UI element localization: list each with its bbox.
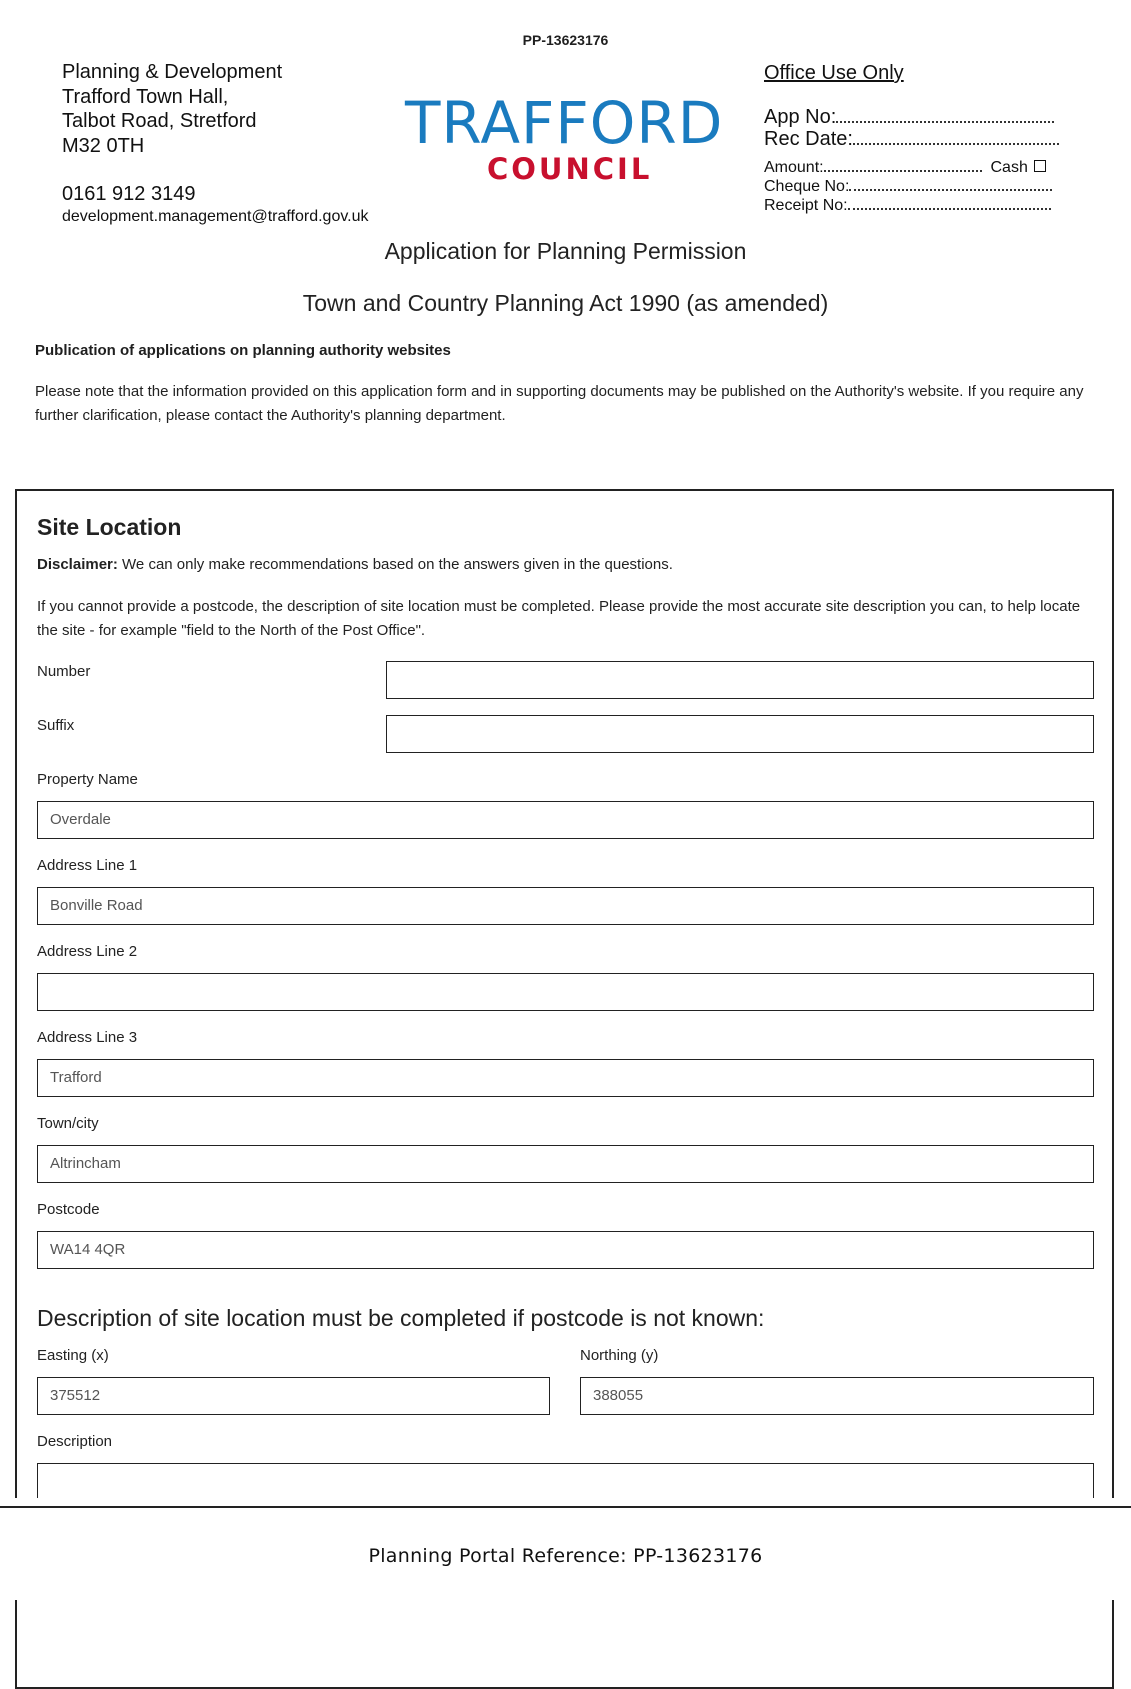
receipt-no-label: Receipt No: xyxy=(764,197,848,214)
reference-number: PP-13623176 xyxy=(522,32,609,48)
publication-title: Publication of applications on planning authority websites xyxy=(35,342,451,359)
northing-field[interactable]: 388055 xyxy=(580,1377,1094,1415)
cash-checkbox[interactable] xyxy=(1034,160,1046,172)
address-line-3-field[interactable]: Trafford xyxy=(37,1059,1094,1097)
address-line-2-field[interactable] xyxy=(37,973,1094,1011)
address-line-3-label: Address Line 3 xyxy=(37,1029,138,1046)
disclaimer-label: Disclaimer: xyxy=(37,556,118,573)
section-title: Site Location xyxy=(37,514,182,540)
publication-note: Please note that the information provided on this application form and in supporting documents may be published on the Authority's website. If you require any further clarification, please contact the Authority's planning department. xyxy=(35,383,1084,424)
number-field[interactable] xyxy=(386,661,1094,699)
town-label: Town/city xyxy=(37,1115,99,1132)
office-use-box xyxy=(764,60,1064,215)
trafford-council-logo xyxy=(405,89,724,186)
footer-divider xyxy=(0,1506,1131,1508)
cash-label: Cash xyxy=(990,159,1028,176)
address-line-2-label: Address Line 2 xyxy=(37,943,138,960)
disclaimer-text: We can only make recommendations based on the answers given in the questions. xyxy=(117,556,673,573)
app-no-label: App No: xyxy=(764,106,837,128)
address-line: M32 0TH xyxy=(62,134,145,157)
town-field[interactable]: Altrincham xyxy=(37,1145,1094,1183)
logo-word-trafford: TRAFFORD xyxy=(405,89,724,157)
easting-label: Easting (x) xyxy=(37,1347,109,1364)
site-location-hint: If you cannot provide a postcode, the description of site location must be completed. Please provide the most accurate site description you can, to help locate the site - for example "field to the North of the Post Office". xyxy=(37,598,1081,639)
property-name-label: Property Name xyxy=(37,771,138,788)
address-line: Talbot Road, Stretford xyxy=(62,110,257,132)
easting-field[interactable]: 375512 xyxy=(37,1377,550,1415)
document-act: Town and Country Planning Act 1990 (as amended) xyxy=(302,290,829,316)
cheque-no-label: Cheque No: xyxy=(764,178,850,195)
address-line-1-label: Address Line 1 xyxy=(37,857,138,874)
postcode-label: Postcode xyxy=(37,1201,100,1218)
property-name-field[interactable]: Overdale xyxy=(37,801,1094,839)
suffix-label: Suffix xyxy=(37,717,75,734)
address-line: Planning & Development xyxy=(62,61,283,83)
rec-date-label: Rec Date: xyxy=(764,128,853,150)
email-address: development.management@trafford.gov.uk xyxy=(62,207,369,225)
postcode-field[interactable]: WA14 4QR xyxy=(37,1231,1094,1269)
document-title: Application for Planning Permission xyxy=(384,238,747,264)
northing-label: Northing (y) xyxy=(580,1347,659,1364)
phone-number: 0161 912 3149 xyxy=(62,183,196,205)
description-heading: Description of site location must be completed if postcode is not known: xyxy=(37,1305,765,1331)
disclaimer xyxy=(37,556,673,573)
amount-label: Amount: xyxy=(764,159,824,176)
office-use-title: Office Use Only xyxy=(764,62,904,84)
description-label: Description xyxy=(37,1433,113,1450)
number-label: Number xyxy=(37,663,91,680)
council-address xyxy=(62,60,369,227)
address-line-1-field[interactable]: Bonville Road xyxy=(37,887,1094,925)
address-line: Trafford Town Hall, xyxy=(62,85,229,108)
footer-reference: Planning Portal Reference: PP-13623176 xyxy=(368,1545,763,1567)
logo-word-council: COUNCIL xyxy=(487,152,653,186)
suffix-field[interactable] xyxy=(386,715,1094,753)
